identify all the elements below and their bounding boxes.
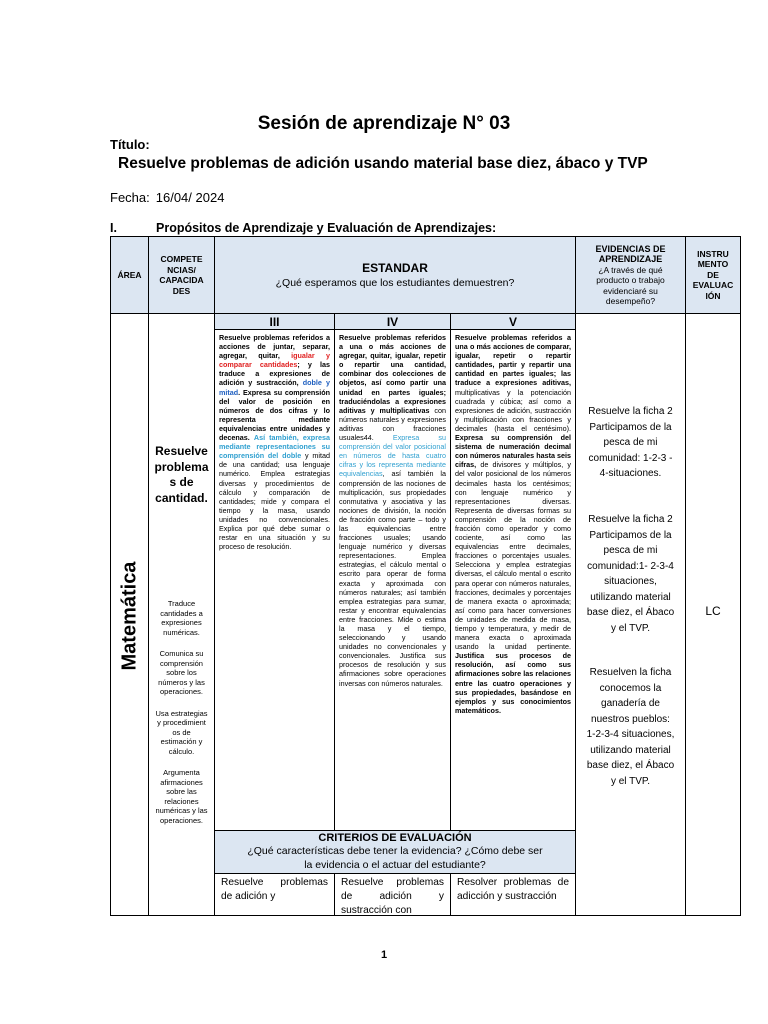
instrumento-header-line: IÓN — [705, 290, 721, 301]
competencia-line: s de — [169, 475, 194, 489]
evidencia-line: Resuelven la ficha — [589, 667, 672, 678]
evidencia-line: conocemos la — [599, 682, 662, 694]
evidencia-line: nuestros pueblos: — [591, 713, 670, 725]
criterio-iii-text: Resuelve problemas de adición y — [221, 877, 328, 902]
instrumento-header-line: MENTO — [697, 259, 729, 270]
evidencia-line: Participamos de la — [589, 529, 672, 541]
area-header — [110, 236, 149, 314]
proposito-table — [110, 236, 741, 916]
session-subtitle: Resuelve problemas de adición usando material base diez, ábaco y TVP — [118, 155, 648, 172]
instrumento-header-line: INSTRU — [697, 248, 729, 259]
std-iii-part: Resuelve problemas referidos a acciones de juntar, separar, agregar, quitar, — [219, 333, 330, 361]
evidencia-line: utilizando material — [590, 591, 671, 603]
instrumento-cell — [685, 313, 741, 916]
session-title: Sesión de aprendizaje N° 03 — [257, 113, 511, 134]
criterios-header — [214, 830, 576, 874]
std-iv-part: Resuelve problemas referidos a una o más acciones de agregar, quitar, igualar, repetir o repartir una cantidad, combinar dos colecciones de objetos, así como partir una unidad en partes iguales; traduciéndolas a expresiones aditivas y multiplicativas — [339, 333, 446, 415]
level-v-header — [450, 313, 576, 330]
evidencia-line: base diez, el Ábaco — [586, 607, 675, 618]
section-number: I. — [110, 221, 117, 235]
competencia-line: problema — [154, 459, 209, 474]
competencias-header-line: COMPETE — [160, 254, 203, 264]
criterio-iv-cell — [334, 873, 451, 916]
evidencias-header — [575, 236, 686, 314]
instrumento-value: LC — [705, 604, 721, 618]
capacidades-list — [155, 599, 208, 837]
standard-iii-cell — [214, 329, 335, 831]
competencias-header — [148, 236, 215, 314]
std-iii-part: ; y las traduce a expresiones de adición y sustracción, — [219, 360, 330, 388]
std-iv-part: con números naturales y expresiones aditivas con fracciones usuales44. — [339, 405, 446, 443]
evidencia-line: y el TVP. — [610, 775, 651, 787]
level-iv-label: IV — [386, 314, 399, 329]
area-cell — [110, 313, 149, 916]
competencia-line: Resuelve — [155, 444, 208, 458]
evidencias-cell — [575, 313, 686, 916]
criterios-question: ¿Qué características debe tener la evidencia? ¿Cómo debe ser la evidencia o el actuar del estudiante? — [247, 845, 543, 871]
title-label: Título: — [110, 137, 150, 152]
criterio-v-text: Resolver problemas de adicción y sustracción — [457, 877, 569, 902]
evidencia-line: comunidad:1- 2-3-4 — [587, 560, 674, 572]
evidencias-header-line: APRENDIZAJE — [598, 254, 663, 264]
competencia-line: cantidad. — [155, 490, 208, 505]
criterio-v-cell — [450, 873, 576, 916]
capacidad-item: Comunica su comprensión sobre los números y las operaciones. — [158, 649, 205, 696]
instrumento-header-line: EVALUAC — [692, 280, 734, 291]
evidencias-header-line: EVIDENCIAS DE — [595, 243, 666, 254]
evidencia-line: 1-2-3-4 situaciones, — [586, 729, 675, 740]
std-iii-part: igualar y comparar cantidades — [219, 351, 331, 370]
evidencia-line: 4-situaciones. — [599, 468, 662, 479]
std-iv-part: , así también la comprensión de las nociones de multiplicación, sus propiedades conmutativa y asociativa y las nociones de división, la noción de fracción como parte – todo y las equivalencias entre fracciones usuales; usando lenguaje numérico y diversas representaciones. Emplea estrategias, el cálculo mental o escrito para operar de forma exacta y aproximada con números naturales; así también emplea estrategias para sumar, restar y encontrar equivalencias entre fracciones. Mide o estima la masa y el tiempo, seleccionando y usando unidades no convencionales y convencionales. Justifica sus procesos de resolución y sus afirmaciones sobre operaciones inversas con números naturales. — [339, 469, 446, 688]
evidencia-line: y el TVP. — [610, 622, 651, 634]
evidencias-question-line: producto o trabajo — [596, 275, 665, 285]
std-v-part: Justifica sus procesos de resolución, así como sus afirmaciones sobre las relaciones entre las cuatro operaciones y sus propiedades, basándose en ejemplos y sus conocimientos matemáticos. — [455, 651, 571, 715]
evidencia-line: ganadería de — [601, 698, 660, 709]
standard-iv-cell — [334, 329, 451, 831]
criterio-iv-text: Resuelve problemas de adición y sustracción con — [341, 877, 444, 916]
evidencia-line: situaciones, — [604, 576, 657, 587]
competencias-header-line: CAPACIDA — [159, 275, 204, 285]
competencias-header-line: DES — [172, 285, 191, 296]
instrumento-header — [685, 236, 741, 314]
evidencias-question-line: ¿A través de qué — [598, 264, 663, 275]
evidencia-line: pesca de mi — [603, 545, 658, 556]
level-iv-header — [334, 313, 451, 330]
level-v-label: V — [508, 314, 517, 329]
std-iii-part: y mitad de una cantidad; usa lenguaje numérico. Emplea estrategias diversas y procedimientos de cálculo y comparación de cantidades; mide y compara el tiempo y la masa, usando unidades no convencionales. Explica por qué debe sumar o restar en una situación y su proceso de resolución. — [219, 451, 330, 552]
competencia-cell — [148, 313, 215, 916]
evidencia-line: base diez, el Ábaco — [586, 760, 675, 771]
evidencia-item — [580, 665, 681, 789]
fecha-value: 16/04/ 2024 — [155, 190, 225, 205]
evidencias-question-line: evidenciaré su — [603, 285, 658, 296]
evidencia-item — [580, 512, 681, 636]
competencia-title — [153, 444, 210, 506]
std-v-part: Expresa su comprensión del sistema de numeración decimal con números naturales hasta seis cifras, — [455, 433, 571, 470]
capacidad-item: Argumenta afirmaciones sobre las relaciones numéricas y las operaciones. — [155, 768, 208, 825]
standard-iv-text — [339, 333, 446, 688]
section-title: Propósitos de Aprendizaje y Evaluación de Aprendizajes: — [156, 221, 497, 235]
level-iii-header — [214, 313, 335, 330]
competencias-header-line: NCIAS/ — [167, 264, 196, 275]
criterios-title: CRITERIOS DE EVALUACIÓN — [318, 832, 472, 844]
page-number: 1 — [380, 949, 388, 961]
fecha-line — [110, 190, 224, 205]
std-v-part: de divisores y múltiplos, y del valor posicional de los números decimales hasta los centésimos; con lenguaje numérico y representaciones diversas. Representa de diversas formas su comprensión de la noción de fracción como operador y como cociente, así como las equivalencias entre decimales, fracciones o porcentajes usuales. Selecciona y emplea estrategias diversas, el cálculo mental o escrito para operar con números naturales, fracciones, decimales y porcentajes de manera exacta o aproximada; así como para hacer conversiones de unidades de medida de masa, tiempo y temperatura, y medir de manera exacta o aproximada usando la unidad pertinente. — [455, 460, 572, 652]
criterio-iii-cell — [214, 873, 335, 916]
estandar-header — [214, 236, 576, 314]
evidencia-line: Resuelve la ficha 2 — [588, 406, 673, 417]
evidencia-line: comunidad: 1-2-3 - — [588, 452, 673, 464]
area-header-text: ÁREA — [117, 269, 142, 280]
evidencia-line: Participamos de la — [589, 421, 672, 433]
std-iii-part: Así también, expresa mediante representaciones su comprensión del doble — [219, 433, 330, 461]
capacidad-item: Usa estrategias y procedimient os de estimación y cálculo. — [155, 708, 208, 756]
std-iii-part: doble y mitad — [219, 378, 331, 397]
std-iii-part: . Expresa su comprensión del valor de posición en números de dos cifras y lo representa mediante equivalencias entre unidades y decenas. — [219, 387, 330, 443]
instrumento-header-line: DE — [707, 269, 719, 280]
evidencia-line: pesca de mi — [603, 437, 658, 448]
standard-v-cell — [450, 329, 576, 831]
evidencia-item — [580, 404, 681, 482]
standard-v-text — [455, 333, 571, 715]
evidencias-question-line: desempeño? — [605, 296, 656, 306]
evidencia-line: Resuelve la ficha 2 — [588, 514, 673, 525]
capacidad-item: Traduce cantidades a expresiones numéricas. — [160, 599, 203, 637]
standard-iii-text — [219, 333, 330, 551]
std-v-part: Resuelve problemas referidos a una o más acciones de comparar, igualar, repetir o repartir cantidades, partir y repartir una cantidad en partes iguales; las traduce a expresiones aditivas, — [455, 333, 571, 388]
area-name: Matemática — [118, 561, 141, 671]
evidencia-line: utilizando material — [590, 744, 671, 756]
estandar-title: ESTANDAR — [362, 261, 428, 275]
estandar-question: ¿Qué esperamos que los estudiantes demuestren? — [275, 277, 515, 289]
fecha-label: Fecha: — [110, 190, 150, 205]
std-iv-part: Expresa su comprensión del valor posicional en números de hasta cuatro cifras y los representa mediante equivalencias — [339, 433, 446, 479]
std-v-part: multiplicativas y la potenciación cuadrada y cúbica; así como a expresiones de adición, sustracción y multiplicación con fracciones y decimales (hasta el centésimo). — [455, 387, 571, 433]
level-iii-label: III — [269, 314, 280, 329]
